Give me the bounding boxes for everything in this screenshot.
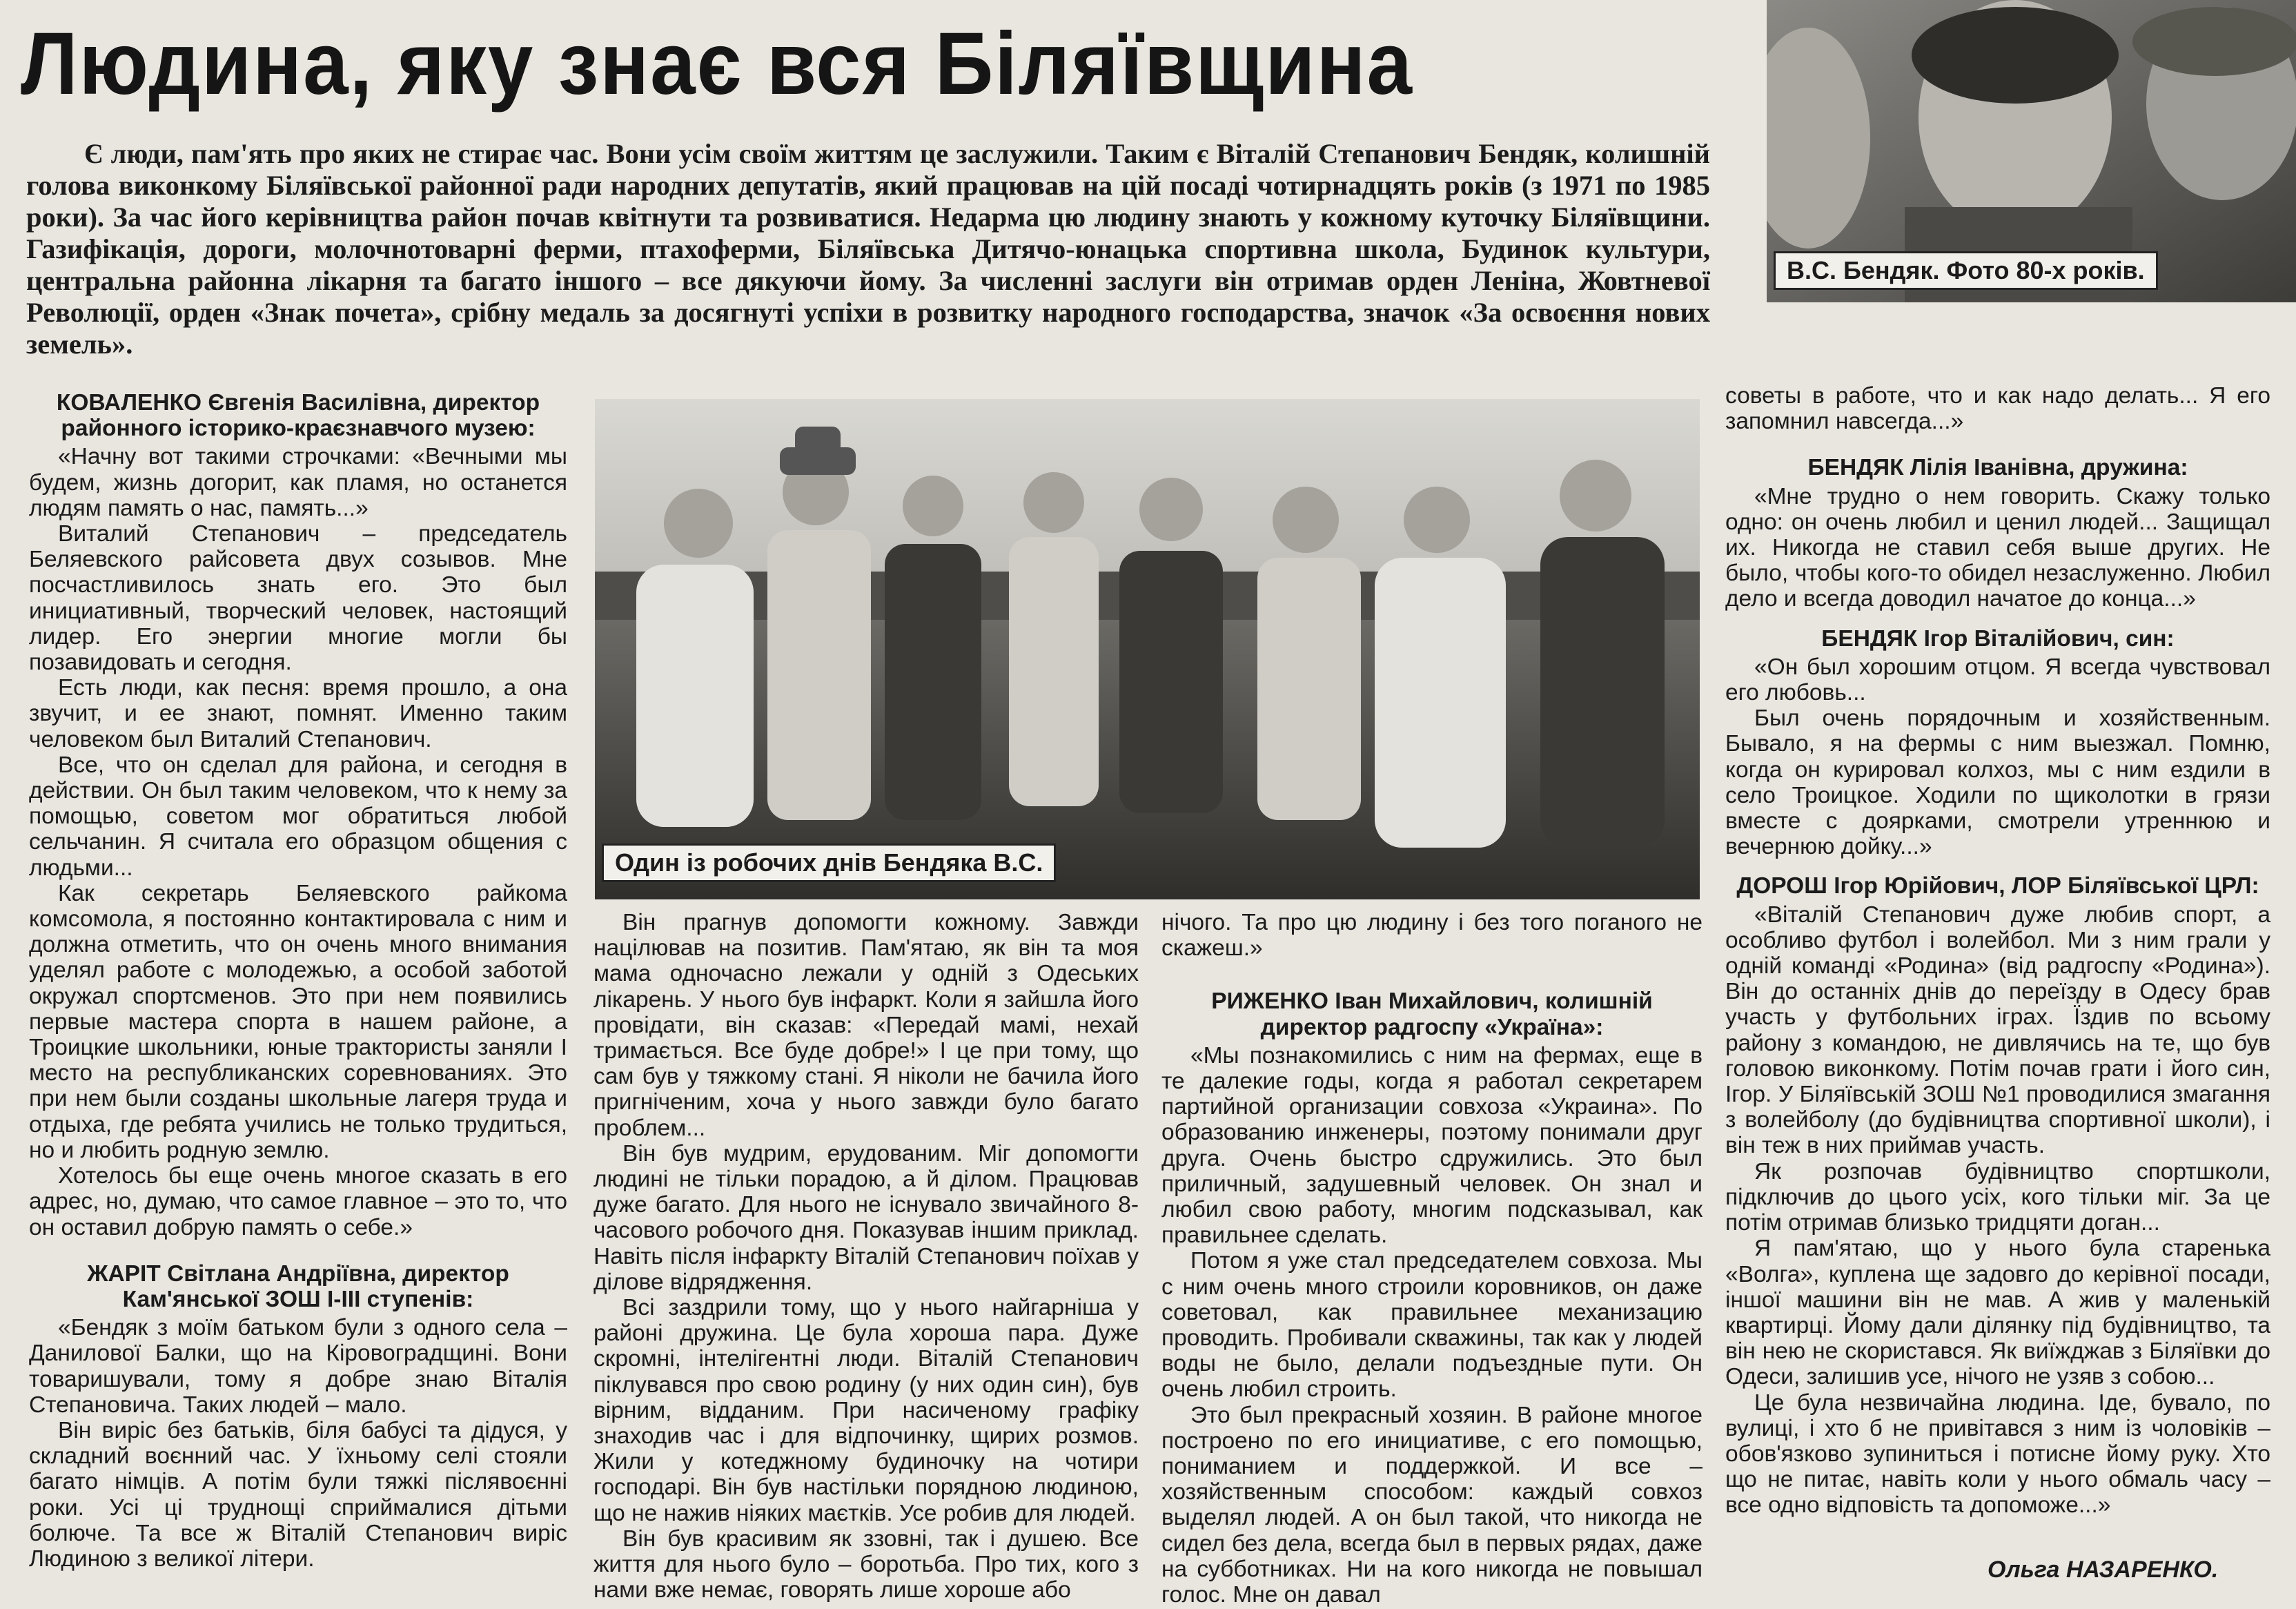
column-4 xyxy=(1725,383,2270,1519)
paragraph: Как секретарь Беляевского райкома комсомола, я постоянно контактировала с ним и должна отметить, что он очень много внимания уделял работе с молодежью, а особой заботой окружал спортсменов. Это при нем появились первые мастера спорта в нашем районе, а Троицкие школьники, юные трактористы заняли I место на республиканских соревнованиях. Это при нем были созданы школьные лагеря труда и отдыха, где ребята учились не только трудиться, но и любить родную землю. xyxy=(29,880,567,1163)
paragraph: «Віталій Степанович дуже любив спорт, а особливо футбол і волейбол. Ми з ним грали у одній команді «Родина» (від радгоспу «Родина»). Він до останніх днів до переїзду в Одесу брав участь у футбольних іграх. Їздив по всьому району з командою, не дивлячись на те, що був головою виконкому. Потім почав грати і його син, Ігор. У Біляївській ЗОШ №1 проводилися змагання з волейболу (до будівництва спортивної школи), і він теж в них приймав участь. xyxy=(1725,901,2270,1159)
heading-kovalenko: КОВАЛЕНКО Євгенія Василівна, директор районного історико-краєзнавчого музею: xyxy=(56,390,540,442)
paragraph: Я пам'ятаю, що у нього була старенька «Волга», куплена ще задовго до керівної посади, іншої машини він не мав. А жив у маленькій квартирці. Йому дали ділянку під будівництво, та він нею не скористався. Як виїжджав з Біляївки до Одеси, залишив усе, нічого не узяв з собою... xyxy=(1725,1236,2270,1390)
heading-bendiak-ihor: БЕНДЯК Ігор Віталійович, син: xyxy=(1821,625,2175,652)
paragraph: Як розпочав будівництво спортшколи, підключив до цього усіх, кого тільки міг. За це потім отримав близько тридцяти доган... xyxy=(1725,1158,2270,1236)
paragraph: Хотелось бы еще очень многое сказать в его адрес, но, думаю, что самое главное – это то, что он оставил добрую память о себе.» xyxy=(29,1163,567,1240)
paragraph: Він виріс без батьків, біля бабусі та дідуся, у складний воєнний час. У їхньому селі стояли багато німців. А потім були тяжкі післявоєнні роки. Усі ці труднощі сприймалися дітьми болюче. Та все ж Віталій Степанович виріс Людиною з великої літери. xyxy=(29,1417,567,1572)
paragraph: Это был прекрасный хозяин. В районе многое построено по его инициативе, с его помощью, пониманием и поддержкой. И все – хозяйственным способом: каждый совхоз выделял людей. А он был такой, что никогда не сидел без дела, всегда был в первых рядах, даже на субботниках. Ни на кого никогда не повышал голос. Мне он давал xyxy=(1161,1402,1703,1608)
paragraph: Был очень порядочным и хозяйственным. Бывало, я на фермы с ним выезжал. Помню, когда он курировал колхоз, мы с ним ездили в село Троицкое. Ходили по щиколотки в грязи вместе с доярками, смотрели утреннюю и вечернюю дойку...» xyxy=(1725,705,2270,860)
paragraph: Він був красивим як ззовні, так і душею. Все життя для нього було – боротьба. Про тих, кого з нами вже немає, говорять лише хороше або xyxy=(593,1525,1139,1603)
paragraph: Все, что он сделал для района, и сегодня в действии. Он был таким человеком, что к нему за помощью, советом мог обратиться любой сельчанин. Я считала его образцом общения с людьми... xyxy=(29,752,567,881)
headline: Людина, яку знає вся Біляївщина xyxy=(21,14,1413,113)
column-2 xyxy=(593,910,1139,1603)
heading-dorosh: ДОРОШ Ігор Юрійович, ЛОР Біляївської ЦРЛ: xyxy=(1736,873,2259,899)
heading-ryzhenko: РИЖЕНКО Іван Михайлович, колишній директор радгоспу «Україна»: xyxy=(1211,988,1653,1040)
portrait-caption: В.С. Бендяк. Фото 80-х років. xyxy=(1774,251,2158,290)
heading-bendiak-liliia: БЕНДЯК Лілія Іванівна, дружина: xyxy=(1807,455,2188,481)
paragraph: «Мне трудно о нем говорить. Скажу только одно: он очень любил и ценил людей... Защищал их. Никогда не ставил себя выше других. Не было, чтобы кого-то обидел незаслуженно. Любил дело и всегда доводил начатое до конца...» xyxy=(1725,483,2270,612)
paragraph: «Начну вот такими строчками: «Вечными мы будем, жизнь догорит, как пламя, но останется людям память о нас, память...» xyxy=(29,444,567,521)
lead-paragraph xyxy=(26,138,1710,360)
portrait-photo xyxy=(1767,0,2296,302)
paragraph: Це була незвичайна людина. Іде, бувало, по вулиці, і хто б не привітався з ним із чоловіків – обов'язково зупиниться і потисне йому руку. Хто що не питає, навіть коли у нього обмаль часу – все одно відповість та допоможе...» xyxy=(1725,1389,2270,1519)
paragraph: Потом я уже стал председателем совхоза. Мы с ним очень много строили коровников, он даже советовал, как правильнее механизацию проводить. Пробивали скважины, так как у людей воды не было, делали подъездные пути. Он очень любил строить. xyxy=(1161,1248,1703,1403)
field-caption: Один із робочих днів Бендяка В.С. xyxy=(602,843,1056,882)
paragraph: Есть люди, как песня: время прошло, а она звучит, и ее знают, помнят. Именно таким человеком был Виталий Степанович. xyxy=(29,675,567,752)
paragraph: нічого. Та про цю людину і без того поганого не скажеш.» xyxy=(1161,910,1703,962)
lead-text: Є люди, пам'ять про яких не стирає час. Вони усім своїм життям це заслужили. Таким є Віталій Степанович Бендяк, колишній голова виконкому Біляївської районної ради народних депутатів, який працював на цій посаді чотирнадцять років (з 1971 по 1985 роки). За час його керівництва район почав квітнути та розвиватися. Недарма цю людину знають у кожному куточку Біляївщини. Газифікація, дороги, молочнотоварні ферми, птахоферми, Біляївська Дитячо-юнацька спортивна школа, Будинок культури, центральна районна лікарня та багато іншого – все дякуючи йому. За численні заслуги він отримав орден Леніна, Жовтневої Революції, орден «Знак почета», срібну медаль за досягнуті успіхи в розвитку народного господарства, значок «За освоєння нових земель». xyxy=(26,138,1710,360)
paragraph: Виталий Степанович – председатель Беляевского райсовета двух созывов. Мне посчастливилось знать его. Это был инициативный, творческий человек, настоящий лидер. Его энергии многие могли бы позавидовать и сегодня. xyxy=(29,521,567,676)
paragraph: «Бендяк з моїм батьком були з одного села – Данилової Балки, що на Кіровоградщині. Вони товаришували, тому я добре знаю Віталія Степановича. Таких людей – мало. xyxy=(29,1315,567,1418)
field-photo xyxy=(595,399,1700,899)
heading-zharit: ЖАРІТ Світлана Андріївна, директор Кам'янської ЗОШ І-ІІІ ступенів: xyxy=(87,1260,509,1312)
field-illustration xyxy=(595,399,1700,899)
paragraph: Всі заздрили тому, що у нього найгарніша у районі дружина. Це була хороша пара. Дуже скромні, інтелігентні люди. Віталій Степанович піклувався про свою родину (у них один син), був вірним, відданим. При насиченому графіку знаходив час і для відпочинку, щирих розмов. Жили у котеджному будиночку на чотири господарі. Він був настільки порядною людиною, що не нажив ніяких маєтків. Усе робив для людей. xyxy=(593,1295,1139,1526)
paragraph: Він був мудрим, ерудованим. Міг допомогти людині не тільки порадою, а й ділом. Працював дуже багато. Для нього не існувало звичайного 8-часового робочого дня. Показував іншим приклад. Навіть після інфаркту Віталій Степанович поїхав у ділове відрядження. xyxy=(593,1140,1139,1295)
paragraph: «Мы познакомились с ним на фермах, еще в те далекие годы, когда я работал секретарем партийной организации совхоза «Украина». По образованию инженеры, поэтому понимали друг друга. Очень быстро сдружились. Это был приличный, задушевный человек. Он знал и любил свою работу, многим подсказывал, как правильнее сделать. xyxy=(1161,1042,1703,1249)
column-1 xyxy=(29,383,567,1572)
column-3 xyxy=(1161,910,1703,1608)
paragraph: «Он был хорошим отцом. Я всегда чувствовал его любовь... xyxy=(1725,654,2270,706)
author-signature: Ольга НАЗАРЕНКО. xyxy=(1988,1557,2219,1583)
paragraph: Він прагнув допомогти кожному. Завжди націлював на позитив. Пам'ятаю, як він та моя мама одночасно лежали у одній з Одеських лікарень. У нього був інфаркт. Коли я зайшла його провідати, він сказав: «Передай мамі, нехай тримається. Все буде добре!» І це при тому, що сам був у тяжкому стані. Я ніколи не бачила його пригніченим, хоча у нього завжди було багато проблем... xyxy=(593,910,1139,1141)
paragraph: советы в работе, что и как надо делать... Я его запомнил навсегда...» xyxy=(1725,383,2270,435)
